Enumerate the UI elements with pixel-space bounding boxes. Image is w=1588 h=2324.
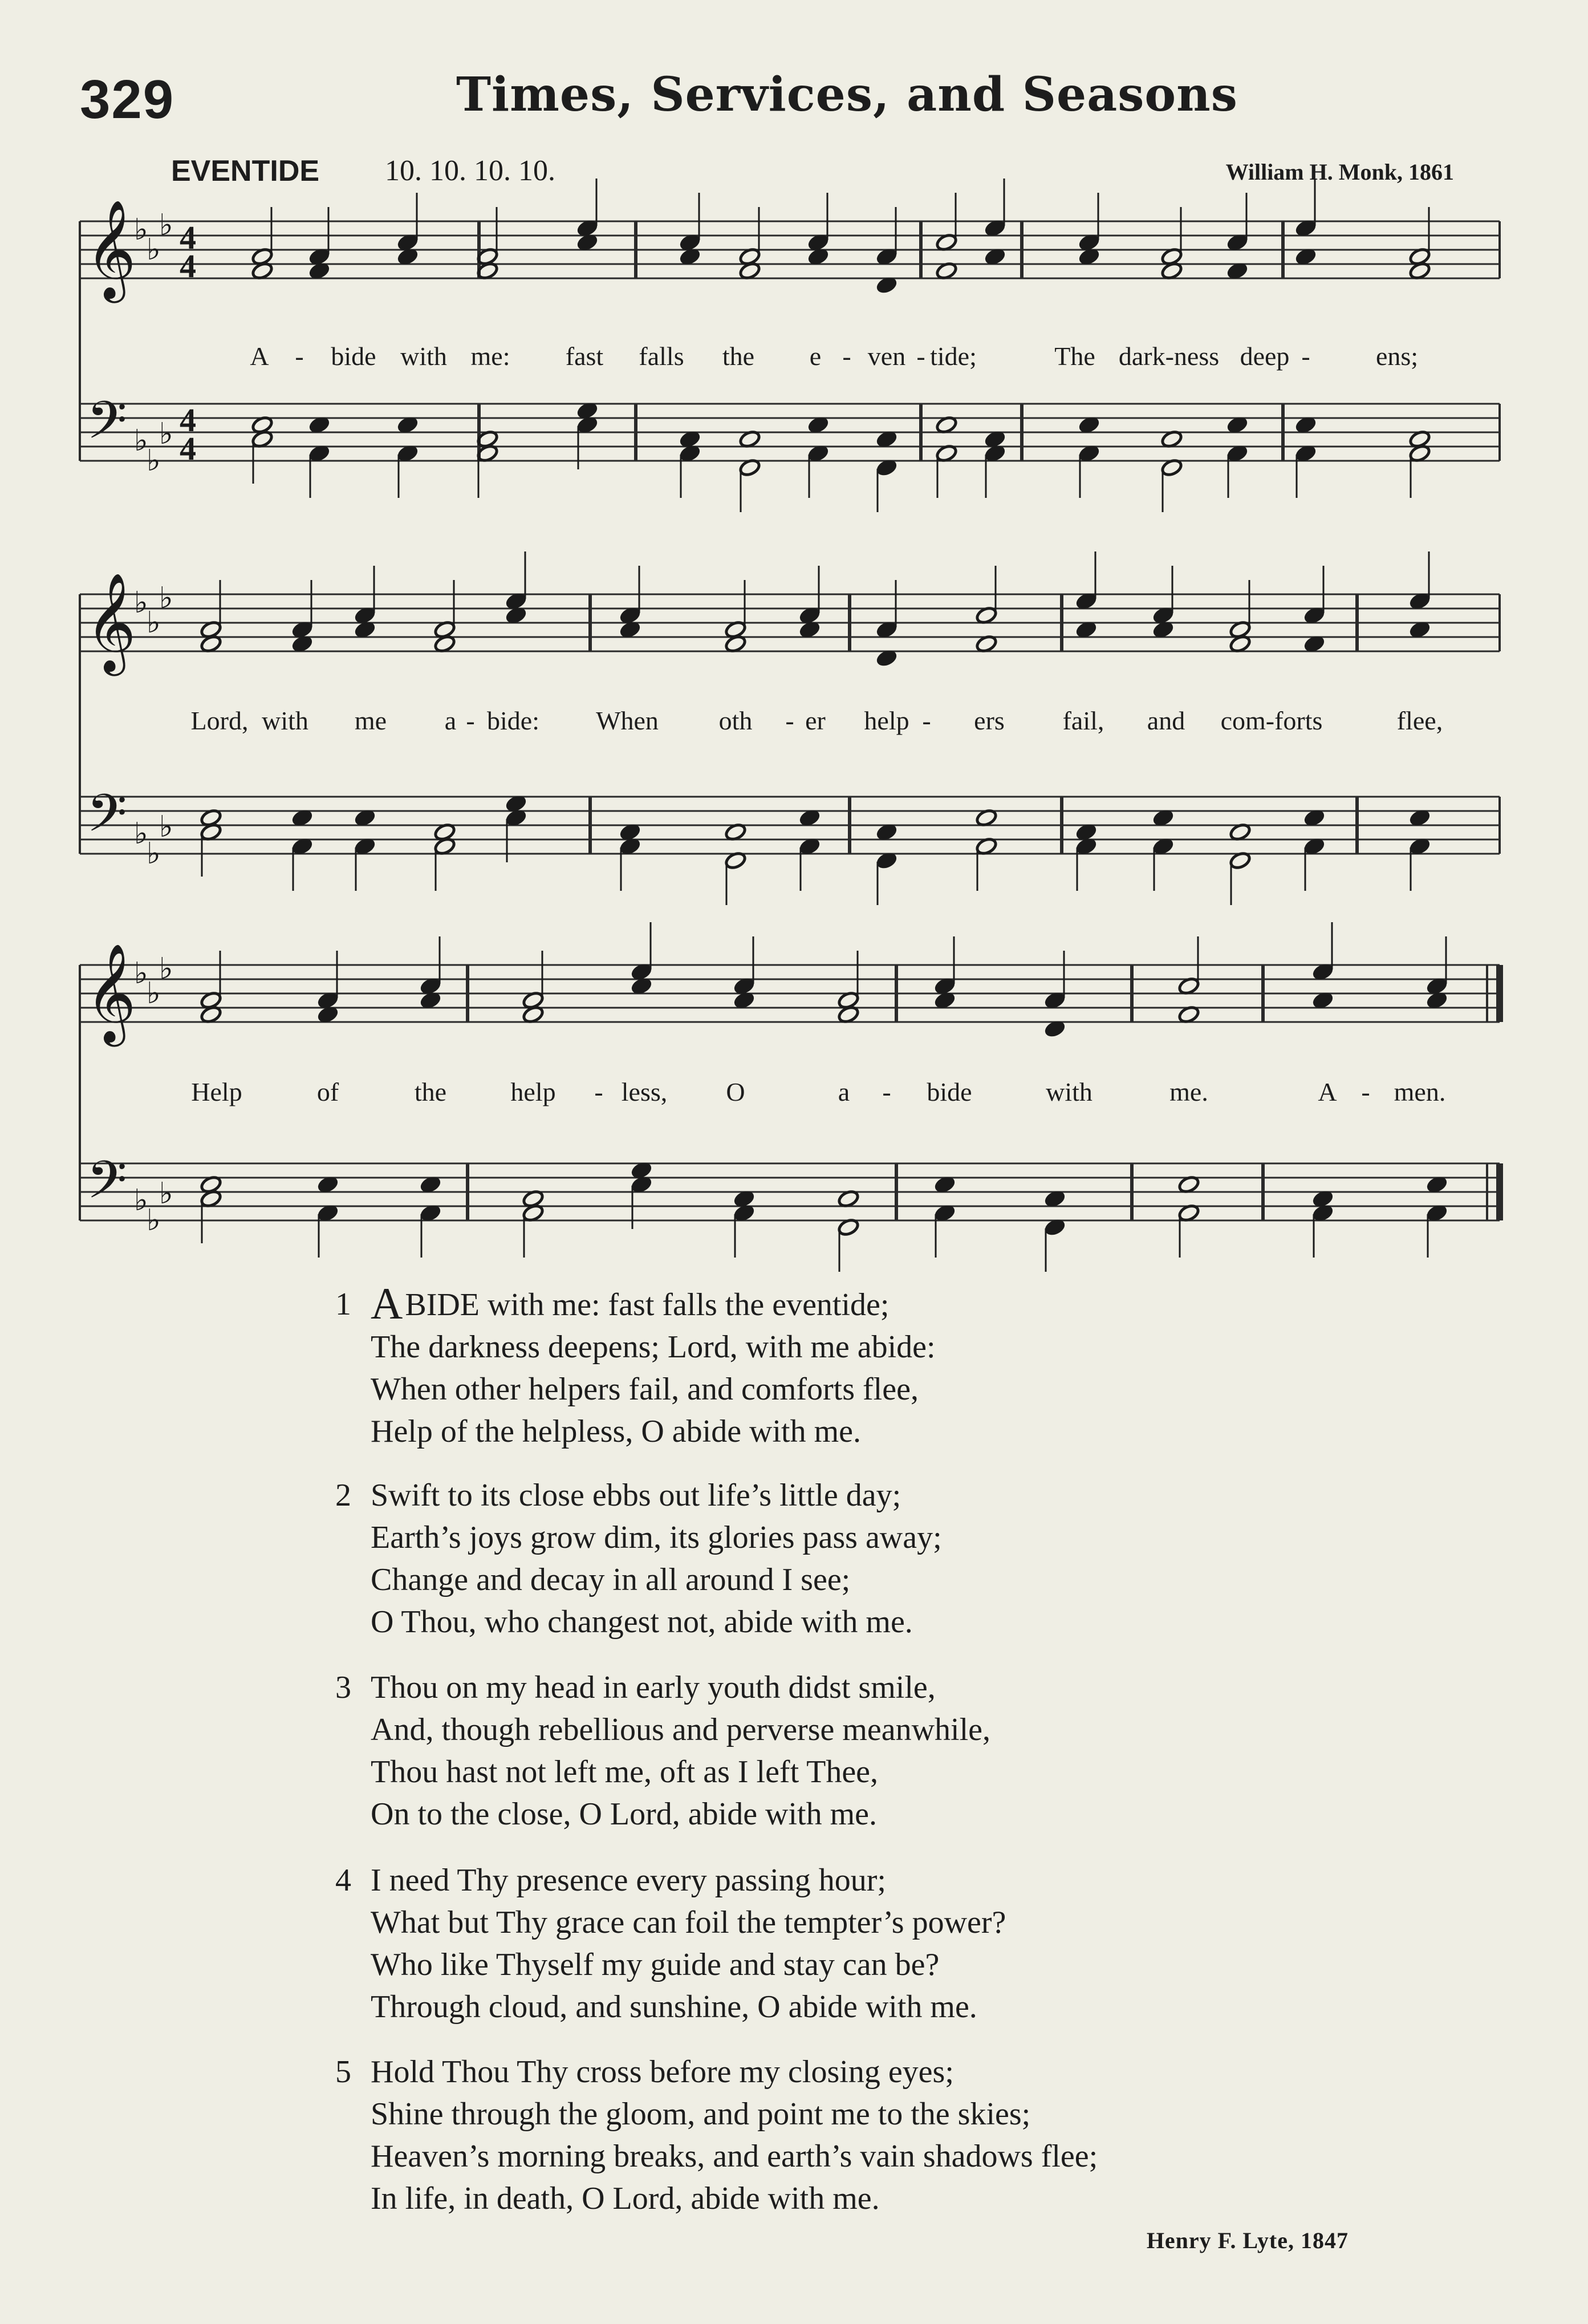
- flat-sign: ♭: [134, 213, 148, 247]
- lyric-syllable: -: [882, 1077, 891, 1106]
- tune-name: EVENTIDE: [171, 155, 320, 188]
- lyric-syllable: the: [414, 1077, 447, 1106]
- flat-sign: ♭: [147, 976, 161, 1011]
- bass-clef: 𝄢: [87, 390, 127, 463]
- verse-line: Earth’s joys grow dim, its glories pass away;: [371, 1520, 942, 1555]
- flat-sign: ♭: [159, 952, 173, 986]
- lyric-syllable: -: [922, 706, 931, 735]
- lyric-syllable: tide;: [930, 342, 977, 371]
- lyric-syllable: When: [596, 706, 659, 735]
- lyric-syllable: with: [1046, 1077, 1092, 1106]
- verse-5: [335, 2051, 1098, 2220]
- flat-sign: ♭: [134, 1183, 148, 1218]
- flat-sign: ♭: [147, 837, 161, 871]
- verse-line: Help of the helpless, O abide with me.: [371, 1414, 862, 1449]
- lyric-syllable: me.: [1169, 1077, 1208, 1106]
- verse-number: 3: [335, 1670, 351, 1705]
- lyric-syllable: ers: [974, 706, 1005, 735]
- lyric-syllable: A: [250, 342, 269, 371]
- lyric-syllable: less,: [621, 1077, 668, 1106]
- verse-2: [335, 1474, 942, 1643]
- bass-clef: 𝄢: [87, 1150, 127, 1223]
- verse-line: Thou on my head in early youth didst smile,: [371, 1670, 936, 1705]
- flat-sign: ♭: [147, 444, 161, 478]
- verse-4: [335, 1859, 1006, 2028]
- lyric-syllable: bide:: [487, 706, 539, 735]
- flat-sign: ♭: [147, 606, 161, 640]
- flat-sign: ♭: [147, 1203, 161, 1238]
- verse-line: ABIDE with me: fast falls the eventide;: [371, 1279, 890, 1328]
- lyric-syllable: a: [838, 1077, 850, 1106]
- lyric-syllable: Lord,: [190, 706, 249, 735]
- flat-sign: ♭: [147, 233, 161, 267]
- verse-number: 2: [335, 1478, 351, 1513]
- lyric-syllable: The: [1054, 342, 1095, 371]
- flat-sign: ♭: [159, 1177, 173, 1211]
- flat-sign: ♭: [134, 956, 148, 991]
- verse-line: Shine through the gloom, and point me to the skies;: [371, 2096, 1031, 2132]
- lyric-syllable: with: [262, 706, 308, 735]
- verse-line: Through cloud, and sunshine, O abide with me.: [371, 1989, 977, 2025]
- lyric-syllable: a: [444, 706, 457, 735]
- drop-cap: A: [371, 1279, 403, 1328]
- lyric-syllable: the: [722, 342, 755, 371]
- verse-line: I need Thy presence every passing hour;: [371, 1863, 886, 1898]
- lyric-syllable: -: [1301, 342, 1310, 371]
- section-title: Times, Services, and Seasons: [456, 67, 1238, 122]
- time-signature-digit: 4: [180, 401, 196, 439]
- verse-1: [335, 1279, 936, 1453]
- lyric-syllable: ven: [867, 342, 906, 371]
- treble-clef: 𝄞: [86, 573, 136, 672]
- lyric-syllable: com-forts: [1220, 706, 1323, 735]
- lyric-syllable: fast: [565, 342, 604, 371]
- lyric-syllable: -: [594, 1077, 603, 1106]
- lyric-syllable: -: [785, 706, 794, 735]
- verse-number: 1: [335, 1287, 351, 1322]
- time-signature-digit: 4: [180, 219, 196, 256]
- lyric-syllable: with: [400, 342, 447, 371]
- lyric-syllable: men.: [1394, 1077, 1446, 1106]
- time-signature-digit: 4: [180, 248, 196, 285]
- lyric-syllable: Help: [191, 1077, 242, 1106]
- flat-sign: ♭: [159, 810, 173, 844]
- lyric-syllable: dark-ness: [1118, 342, 1220, 371]
- lyric-syllable: and: [1147, 706, 1185, 735]
- verse-line: And, though rebellious and perverse meanwhile,: [371, 1712, 991, 1747]
- verse-3: [335, 1666, 991, 1835]
- treble-clef: 𝄞: [86, 200, 136, 299]
- lyric-syllable: -: [842, 342, 851, 371]
- flat-sign: ♭: [134, 424, 148, 458]
- verse-line: O Thou, who changest not, abide with me.: [371, 1604, 913, 1640]
- lyric-syllable: help: [864, 706, 909, 735]
- verse-line: The darkness deepens; Lord, with me abide:: [371, 1329, 936, 1365]
- lyric-syllable: -: [295, 342, 304, 371]
- lyric-syllable: me: [354, 706, 387, 735]
- lyric-syllable: me:: [470, 342, 510, 371]
- lyric-syllable: falls: [639, 342, 684, 371]
- lyric-syllable: bide: [331, 342, 376, 371]
- lyric-syllable: deep: [1240, 342, 1290, 371]
- lyric-syllable: flee,: [1396, 706, 1443, 735]
- author-credit: Henry F. Lyte, 1847: [1146, 2228, 1349, 2253]
- verse-line: Change and decay in all around I see;: [371, 1562, 851, 1597]
- lyric-syllable: bide: [927, 1077, 972, 1106]
- flat-sign: ♭: [159, 208, 173, 242]
- lyric-syllable: er: [805, 706, 826, 735]
- verse-line: Who like Thyself my guide and stay can be?: [371, 1947, 940, 1982]
- page-number: 329: [80, 69, 175, 130]
- lyric-syllable: help: [510, 1077, 556, 1106]
- lyric-syllable: oth: [718, 706, 753, 735]
- composer: William H. Monk, 1861: [1225, 159, 1454, 185]
- lyric-syllable: -: [1361, 1077, 1370, 1106]
- verse-line: When other helpers fail, and comforts flee,: [371, 1372, 919, 1407]
- verse-line: Swift to its close ebbs out life’s little day;: [371, 1478, 901, 1513]
- treble-clef: 𝄞: [86, 943, 136, 1043]
- bass-clef: 𝄢: [87, 783, 127, 856]
- lyric-syllable: A: [1318, 1077, 1337, 1106]
- verse-line: In life, in death, O Lord, abide with me.: [371, 2181, 880, 2216]
- verse-line: Hold Thou Thy cross before my closing eyes;: [371, 2054, 954, 2090]
- lyric-syllable: -: [916, 342, 925, 371]
- meter: 10. 10. 10. 10.: [385, 155, 555, 187]
- lyric-syllable: fail,: [1062, 706, 1104, 735]
- verse-line: Heaven’s morning breaks, and earth’s vain shadows flee;: [371, 2139, 1098, 2174]
- verse-number: 4: [335, 1863, 351, 1898]
- flat-sign: ♭: [159, 417, 173, 451]
- time-signature-digit: 4: [180, 430, 196, 467]
- flat-sign: ♭: [159, 581, 173, 615]
- lyric-syllable: O: [726, 1077, 745, 1106]
- verse-line: On to the close, O Lord, abide with me.: [371, 1796, 878, 1832]
- verse-line: Thou hast not left me, oft as I left Thee,: [371, 1754, 879, 1790]
- flat-sign: ♭: [134, 817, 148, 851]
- verse-line: What but Thy grace can foil the tempter’s power?: [371, 1905, 1006, 1940]
- lyric-syllable: -: [466, 706, 475, 735]
- verse-number: 5: [335, 2054, 351, 2090]
- lyric-syllable: ens;: [1375, 342, 1419, 371]
- lyric-syllable: of: [316, 1077, 339, 1106]
- lyric-syllable: e: [809, 342, 822, 371]
- flat-sign: ♭: [134, 586, 148, 620]
